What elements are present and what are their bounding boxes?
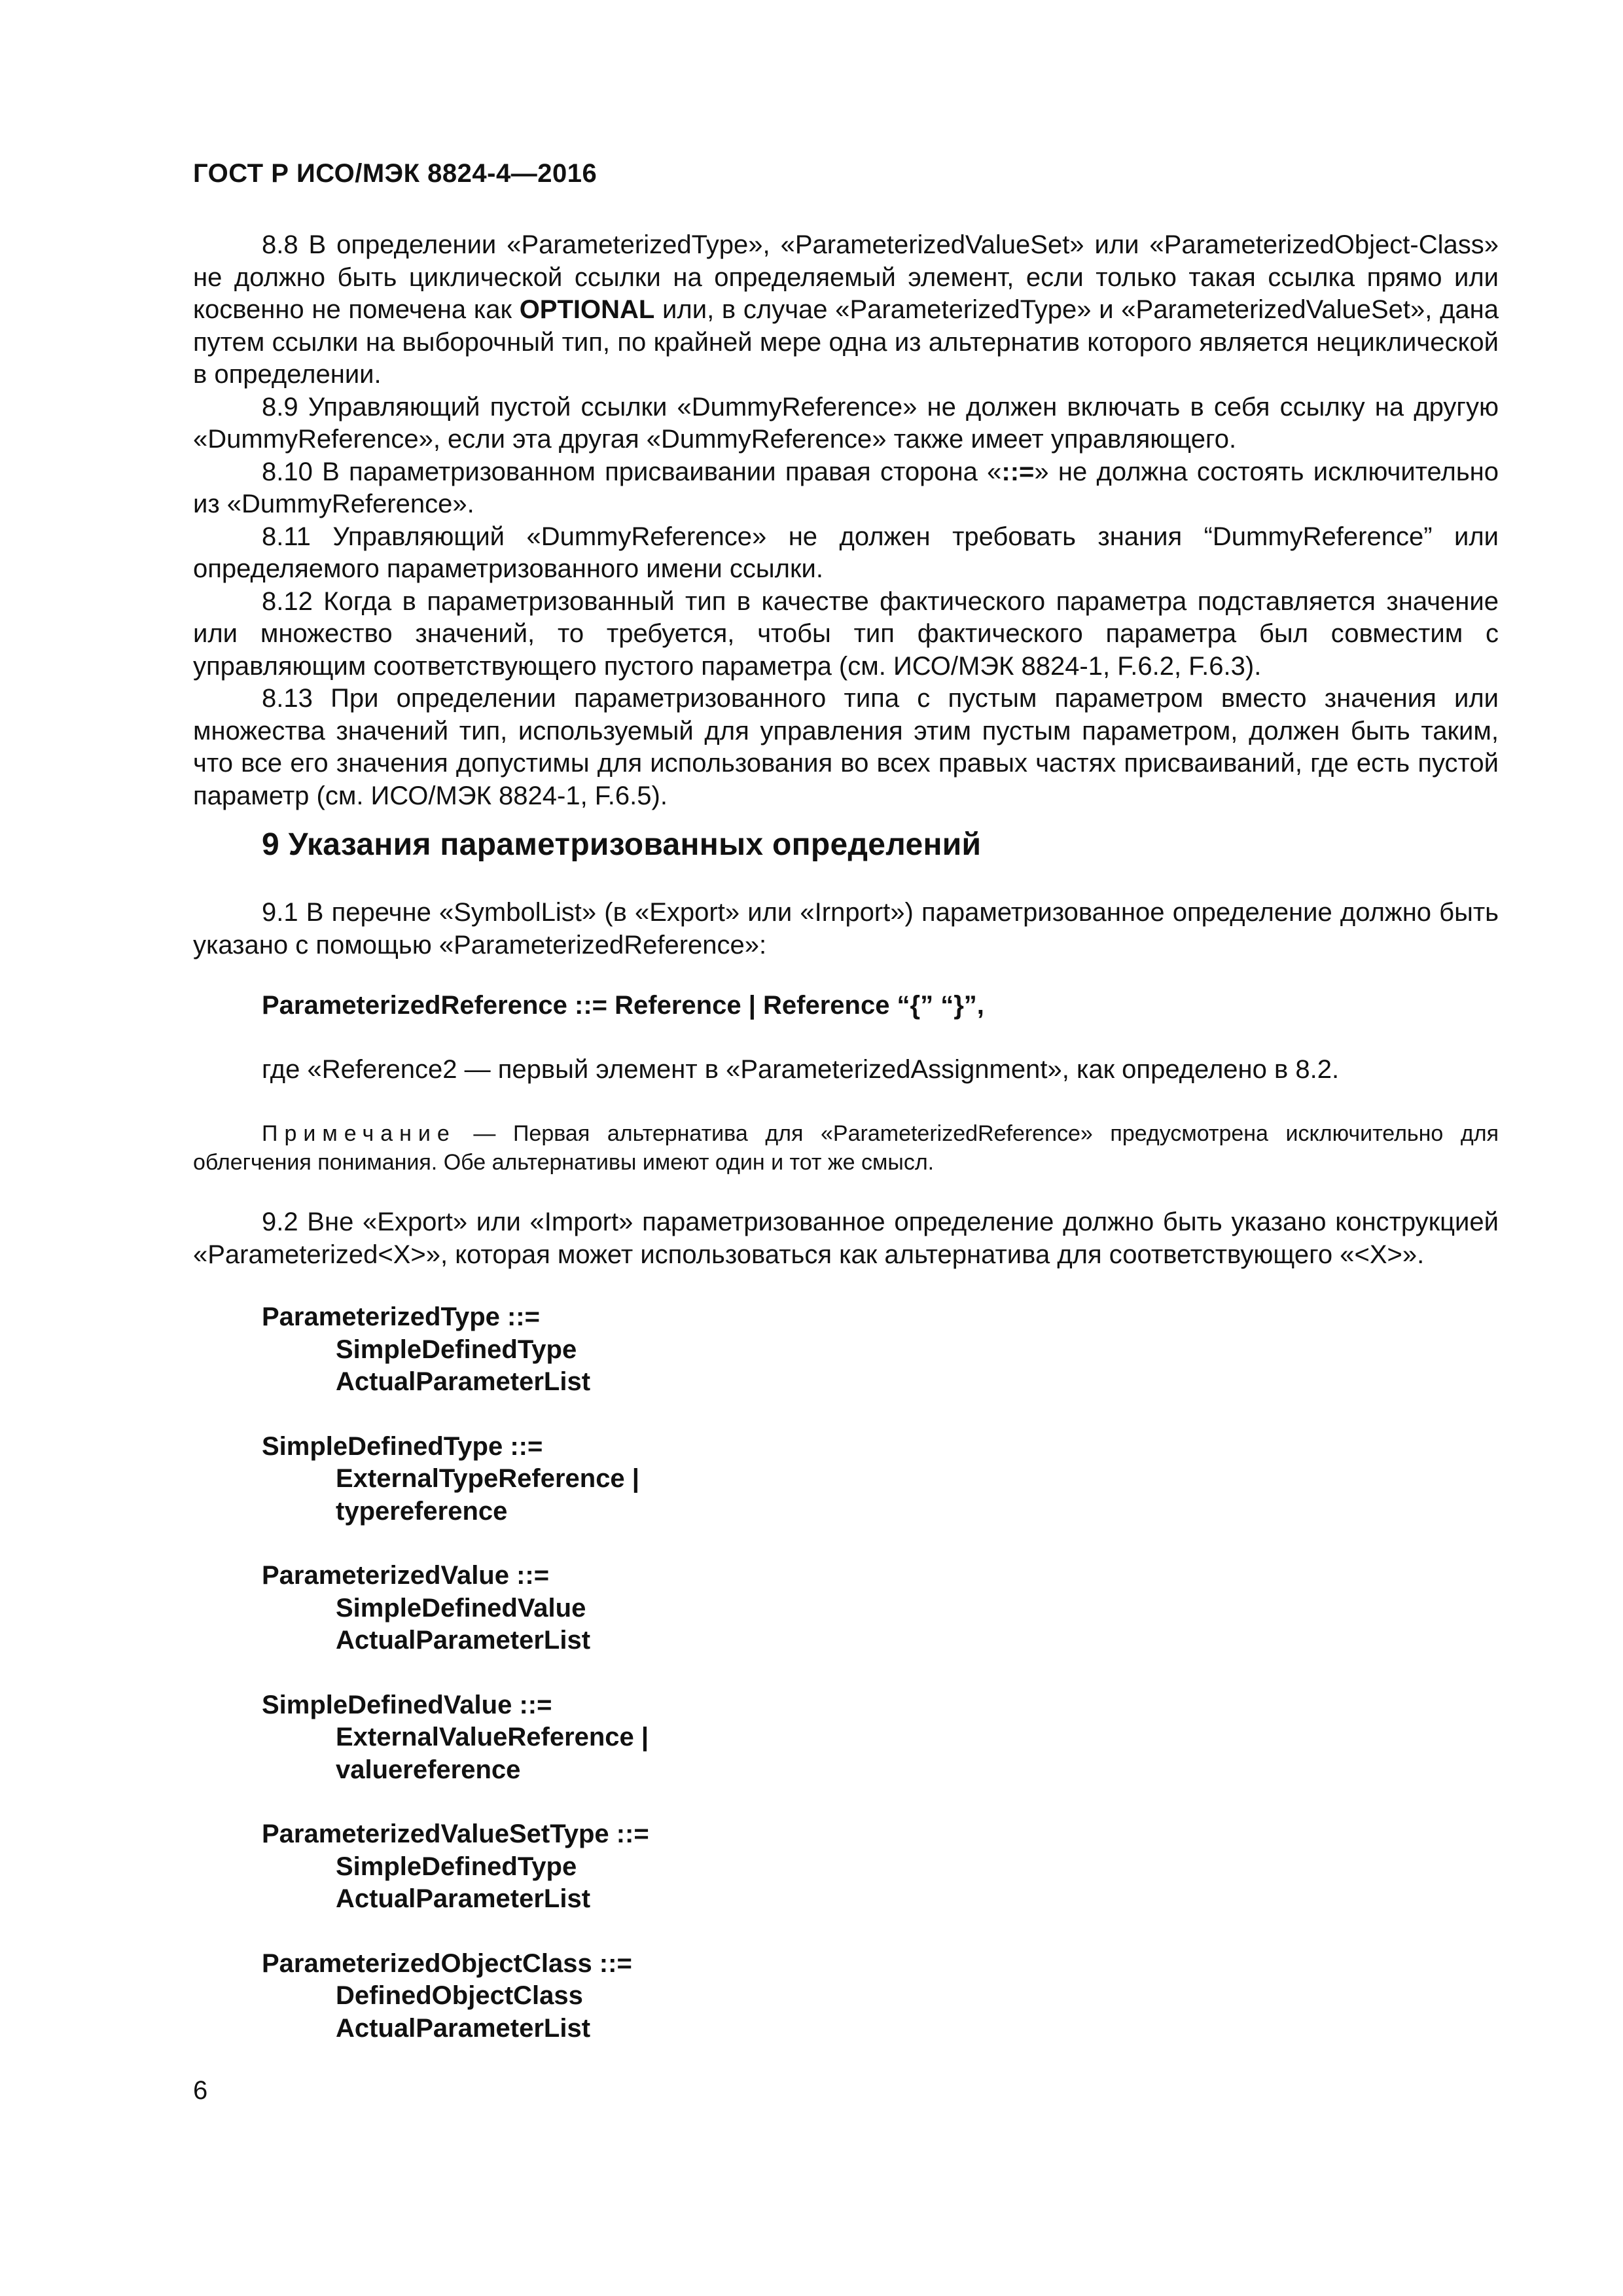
paragraph (193, 521, 1499, 586)
production-rhs: SimpleDefinedValue (336, 1593, 586, 1623)
paragraph (193, 586, 1499, 683)
production (262, 1689, 649, 1787)
paragraph (193, 456, 1499, 521)
production (262, 1301, 649, 1399)
note-label: Примечание (262, 1121, 456, 1146)
note-text: — Первая альтернатива для «ParameterizedReference» предусмотрена исключительно для облегчения понимания. Обе альтернативы имеют один и тот же смысл. (193, 1121, 1499, 1175)
production-rhs: ExternalTypeReference | (336, 1464, 639, 1493)
production-rhs: SimpleDefinedType (336, 1335, 577, 1364)
bold-term: OPTIONAL (519, 295, 655, 324)
production-rhs: typereference (336, 1496, 508, 1526)
production (262, 1818, 649, 1916)
note-block (193, 1119, 1499, 1177)
production-lhs: ParameterizedValue ::= (262, 1561, 550, 1590)
production-lhs: SimpleDefinedValue ::= (262, 1690, 552, 1719)
text-segment: 8.8 В определении «ParameterizedType», «ParameterizedValueSet» или «ParameterizedObject-Class» не должно быть циклической ссылки на определяемый элемент, если только такая ссылка прямо или косвенно не помечена как (193, 230, 1499, 324)
text-segment: или, в случае «ParameterizedType» и «ParameterizedValueSet», дана путем ссылки на выборочный тип, по крайней мере одна из альтернатив которого является нециклической в определении. (193, 295, 1499, 389)
bold-term: ::= (1001, 457, 1035, 486)
production-lhs: ParameterizedType ::= (262, 1302, 540, 1331)
production-lhs: SimpleDefinedType ::= (262, 1431, 543, 1461)
text-segment: 8.11 Управляющий «DummyReference» не должен требовать знания “DummyReference” или определяемого параметризованного имени ссылки. (193, 522, 1499, 583)
text-segment: 8.13 При определении параметризованного типа с пустым параметром вместо значения или множества значений тип, используемый для управления этим пустым параметром, должен быть таким, что все его значения допустимы для использования во всех правых частях присваиваний, где есть пустой параметр (см. ИСО/МЭК 8824-1, F.6.5). (193, 684, 1499, 810)
production-rhs: ActualParameterList (336, 1626, 591, 1655)
syntax-parameterized-reference: ParameterizedReference ::= Reference | Reference “{” “}”, (262, 991, 984, 1020)
production (262, 1948, 649, 2045)
where-clause: где «Reference2 — первый элемент в «ParameterizedAssignment», как определено в 8.2. (262, 1055, 1340, 1084)
production-lhs: ParameterizedObjectClass ::= (262, 1948, 632, 1978)
paragraph (193, 229, 1499, 391)
paragraphs-block-8 (193, 229, 1499, 812)
text-segment: 8.12 Когда в параметризованный тип в качестве фактического параметра подставляется значение или множество значений, то требуется, чтобы тип фактического параметра был совместим с управляющим соответствующего пустого параметра (см. ИСО/МЭК 8824-1, F.6.2, F.6.3). (193, 586, 1499, 681)
production-rhs: SimpleDefinedType (336, 1852, 577, 1881)
paragraph-9-2: 9.2 Вне «Export» или «Import» параметризованное определение должно быть указано конструкцией «Parameterized<X>», которая может использоваться как альтернатива для соответствующего «<X>». (193, 1208, 1499, 1269)
text-segment: » не должна состоять исключительно из «DummyReference». (193, 457, 1499, 518)
production-rhs: valuereference (336, 1755, 521, 1784)
paragraph (193, 391, 1499, 456)
production-rhs: ActualParameterList (336, 2013, 591, 2043)
production-lhs: ParameterizedValueSetType ::= (262, 1820, 649, 1848)
production-rhs: ActualParameterList (336, 1367, 591, 1396)
paragraph-9-1: 9.1 В перечне «SymbolList» (в «Export» или «Irnport») параметризованное определение должно быть указано с помощью «ParameterizedReference»: (193, 898, 1499, 960)
text-segment: 8.10 В параметризованном присваивании правая сторона « (262, 457, 1002, 486)
production-list (262, 1301, 649, 2077)
paragraph-9-2-container (193, 1206, 1499, 1271)
production-rhs: ActualParameterList (336, 1884, 591, 1913)
text-segment: 8.9 Управляющий пустой ссылки «DummyReference» не должен включать в себя ссылку на другую «DummyReference», если эта другая «DummyReference» также имеет управляющего. (193, 392, 1499, 454)
document-header: ГОСТ Р ИСО/МЭК 8824-4—2016 (193, 159, 597, 188)
paragraph (193, 683, 1499, 812)
production-rhs: ExternalValueReference | (336, 1723, 649, 1751)
page-number: 6 (193, 2076, 208, 2105)
paragraph-9-1-container (193, 897, 1499, 961)
production-rhs: DefinedObjectClass (336, 1981, 583, 2010)
section-heading: 9 Указания параметризованных определений (262, 827, 982, 862)
production (262, 1431, 649, 1528)
production (262, 1560, 649, 1657)
